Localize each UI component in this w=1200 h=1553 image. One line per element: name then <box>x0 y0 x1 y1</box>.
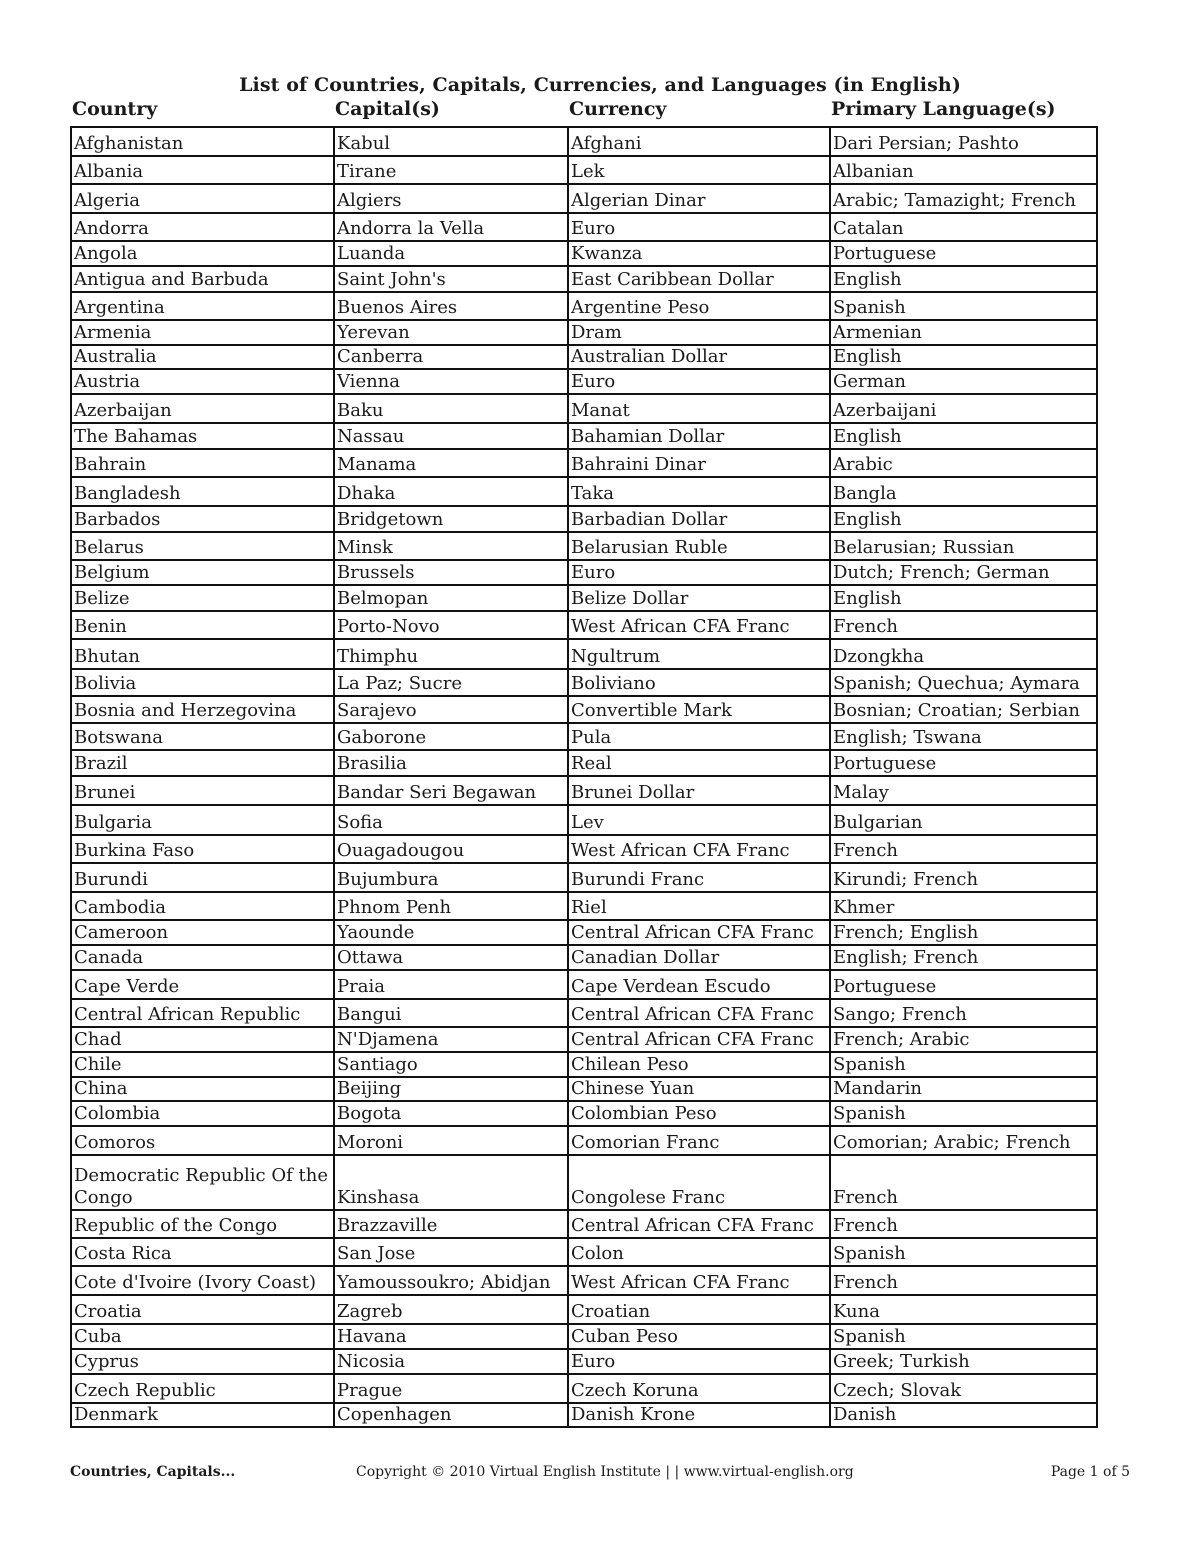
cell-country: Chile <box>71 1052 334 1077</box>
cell-country: Azerbaijan <box>71 394 334 423</box>
table-row <box>71 241 1097 266</box>
cell-country: Cambodia <box>71 892 334 920</box>
cell-currency: Pula <box>568 723 830 750</box>
cell-language: French <box>830 611 1097 639</box>
cell-country: Bahrain <box>71 449 334 477</box>
table-row <box>71 127 1097 156</box>
cell-capital: Phnom Penh <box>334 892 568 920</box>
cell-language: French <box>830 1210 1097 1238</box>
cell-language: Dari Persian; Pashto <box>830 127 1097 156</box>
cell-language: Spanish <box>830 292 1097 320</box>
table-row <box>71 750 1097 776</box>
table-row <box>71 892 1097 920</box>
cell-currency: Taka <box>568 477 830 506</box>
cell-language: English <box>830 345 1097 369</box>
table-row <box>71 449 1097 477</box>
table-row <box>71 585 1097 611</box>
table-row <box>71 945 1097 970</box>
cell-currency: Colon <box>568 1238 830 1266</box>
cell-capital: Yerevan <box>334 320 568 345</box>
cell-country: Chad <box>71 1027 334 1052</box>
document-title: List of Countries, Capitals, Currencies, and Languages (in English) <box>239 74 961 96</box>
cell-language: Comorian; Arabic; French <box>830 1126 1097 1155</box>
cell-language: Sango; French <box>830 999 1097 1027</box>
cell-currency: Belize Dollar <box>568 585 830 611</box>
cell-country: Cote d'Ivoire (Ivory Coast) <box>71 1266 334 1295</box>
cell-currency: Euro <box>568 1349 830 1374</box>
cell-language: Malay <box>830 776 1097 805</box>
cell-currency: Cape Verdean Escudo <box>568 970 830 999</box>
header-capital: Capital(s) <box>335 98 440 120</box>
cell-country: Costa Rica <box>71 1238 334 1266</box>
table-row <box>71 1210 1097 1238</box>
table-row <box>71 776 1097 805</box>
cell-language: Bulgarian <box>830 805 1097 835</box>
page-footer <box>0 1464 1200 1484</box>
table-row <box>71 266 1097 292</box>
table-row <box>71 532 1097 560</box>
cell-country: Antigua and Barbuda <box>71 266 334 292</box>
cell-country: Belgium <box>71 560 334 585</box>
cell-capital: Belmopan <box>334 585 568 611</box>
cell-capital: Algiers <box>334 184 568 213</box>
table-row <box>71 611 1097 639</box>
cell-language: English; French <box>830 945 1097 970</box>
table-row <box>71 1266 1097 1295</box>
cell-capital: Moroni <box>334 1126 568 1155</box>
cell-currency: Danish Krone <box>568 1403 830 1427</box>
cell-country: Belize <box>71 585 334 611</box>
cell-language: Danish <box>830 1403 1097 1427</box>
cell-capital: Thimphu <box>334 639 568 669</box>
cell-capital: N'Djamena <box>334 1027 568 1052</box>
cell-country: Comoros <box>71 1126 334 1155</box>
table-row <box>71 345 1097 369</box>
table-row <box>71 696 1097 723</box>
cell-language: Albanian <box>830 156 1097 184</box>
cell-currency: Colombian Peso <box>568 1101 830 1126</box>
cell-language: Spanish <box>830 1324 1097 1349</box>
cell-country: Cuba <box>71 1324 334 1349</box>
cell-country: Armenia <box>71 320 334 345</box>
cell-capital: Ottawa <box>334 945 568 970</box>
cell-capital: Yamoussoukro; Abidjan <box>334 1266 568 1295</box>
cell-capital: Kabul <box>334 127 568 156</box>
cell-language: French <box>830 1266 1097 1295</box>
cell-capital: Andorra la Vella <box>334 213 568 241</box>
cell-capital: Brasilia <box>334 750 568 776</box>
cell-currency: Australian Dollar <box>568 345 830 369</box>
table-body <box>71 127 1097 1427</box>
table-row <box>71 1155 1097 1210</box>
cell-currency: Convertible Mark <box>568 696 830 723</box>
cell-country: Brazil <box>71 750 334 776</box>
cell-language: German <box>830 369 1097 394</box>
cell-capital: San Jose <box>334 1238 568 1266</box>
cell-language: Catalan <box>830 213 1097 241</box>
cell-language: Spanish; Quechua; Aymara <box>830 669 1097 696</box>
cell-capital: Santiago <box>334 1052 568 1077</box>
cell-country: Albania <box>71 156 334 184</box>
cell-language: French <box>830 835 1097 863</box>
cell-currency: Boliviano <box>568 669 830 696</box>
header-currency: Currency <box>569 98 667 120</box>
cell-capital: Minsk <box>334 532 568 560</box>
cell-language: Arabic <box>830 449 1097 477</box>
cell-capital: Havana <box>334 1324 568 1349</box>
cell-capital: Nicosia <box>334 1349 568 1374</box>
cell-currency: Congolese Franc <box>568 1155 830 1210</box>
cell-currency: Ngultrum <box>568 639 830 669</box>
table-row <box>71 639 1097 669</box>
table-row <box>71 723 1097 750</box>
cell-currency: Algerian Dinar <box>568 184 830 213</box>
cell-capital: Vienna <box>334 369 568 394</box>
cell-language: Spanish <box>830 1101 1097 1126</box>
cell-currency: Euro <box>568 213 830 241</box>
cell-country: Burkina Faso <box>71 835 334 863</box>
cell-currency: Real <box>568 750 830 776</box>
table-row <box>71 863 1097 892</box>
cell-country: Austria <box>71 369 334 394</box>
table-row <box>71 423 1097 449</box>
table-row <box>71 156 1097 184</box>
table-row <box>71 477 1097 506</box>
cell-capital: Kinshasa <box>334 1155 568 1210</box>
cell-currency: Central African CFA Franc <box>568 999 830 1027</box>
table-row <box>71 1403 1097 1427</box>
cell-country: Bolivia <box>71 669 334 696</box>
cell-language: Kirundi; French <box>830 863 1097 892</box>
table-row <box>71 213 1097 241</box>
cell-country: Botswana <box>71 723 334 750</box>
column-headers <box>70 98 1096 124</box>
cell-language: Dutch; French; German <box>830 560 1097 585</box>
header-language: Primary Language(s) <box>831 98 1056 120</box>
cell-country: Australia <box>71 345 334 369</box>
cell-country: Andorra <box>71 213 334 241</box>
cell-country: Benin <box>71 611 334 639</box>
cell-currency: Riel <box>568 892 830 920</box>
cell-currency: Dram <box>568 320 830 345</box>
cell-country: Cameroon <box>71 920 334 945</box>
cell-capital: Beijing <box>334 1077 568 1101</box>
cell-capital: Dhaka <box>334 477 568 506</box>
table-row <box>71 1077 1097 1101</box>
cell-language: Mandarin <box>830 1077 1097 1101</box>
footer-copyright: Copyright © 2010 Virtual English Institute | | www.virtual-english.org <box>356 1464 854 1480</box>
cell-language: Bosnian; Croatian; Serbian <box>830 696 1097 723</box>
cell-country: Cape Verde <box>71 970 334 999</box>
cell-country: Croatia <box>71 1295 334 1324</box>
table-row <box>71 669 1097 696</box>
cell-capital: Luanda <box>334 241 568 266</box>
cell-currency: West African CFA Franc <box>568 1266 830 1295</box>
cell-language: Greek; Turkish <box>830 1349 1097 1374</box>
cell-capital: Saint John's <box>334 266 568 292</box>
table-row <box>71 292 1097 320</box>
cell-currency: Belarusian Ruble <box>568 532 830 560</box>
cell-language: Portuguese <box>830 970 1097 999</box>
cell-language: Portuguese <box>830 750 1097 776</box>
cell-country: Brunei <box>71 776 334 805</box>
cell-currency: Lek <box>568 156 830 184</box>
cell-country: The Bahamas <box>71 423 334 449</box>
cell-currency: Manat <box>568 394 830 423</box>
cell-capital: Baku <box>334 394 568 423</box>
table-row <box>71 1101 1097 1126</box>
cell-capital: Zagreb <box>334 1295 568 1324</box>
cell-language: English <box>830 266 1097 292</box>
cell-country: China <box>71 1077 334 1101</box>
cell-country: Algeria <box>71 184 334 213</box>
cell-currency: Euro <box>568 369 830 394</box>
cell-currency: Cuban Peso <box>568 1324 830 1349</box>
cell-currency: Croatian <box>568 1295 830 1324</box>
table-row <box>71 1052 1097 1077</box>
cell-currency: Lev <box>568 805 830 835</box>
cell-language: French; English <box>830 920 1097 945</box>
cell-capital: Manama <box>334 449 568 477</box>
cell-currency: Afghani <box>568 127 830 156</box>
cell-currency: Canadian Dollar <box>568 945 830 970</box>
cell-currency: Bahraini Dinar <box>568 449 830 477</box>
cell-currency: Kwanza <box>568 241 830 266</box>
cell-country: Belarus <box>71 532 334 560</box>
cell-capital: Canberra <box>334 345 568 369</box>
cell-country: Bangladesh <box>71 477 334 506</box>
cell-language: Arabic; Tamazight; French <box>830 184 1097 213</box>
table-row <box>71 1374 1097 1403</box>
cell-currency: West African CFA Franc <box>568 835 830 863</box>
cell-country: Colombia <box>71 1101 334 1126</box>
cell-capital: Bogota <box>334 1101 568 1126</box>
table-row <box>71 506 1097 532</box>
cell-country: Cyprus <box>71 1349 334 1374</box>
cell-language: Azerbaijani <box>830 394 1097 423</box>
footer-page-number: Page 1 of 5 <box>1050 1464 1130 1480</box>
cell-country: Bhutan <box>71 639 334 669</box>
cell-capital: Bangui <box>334 999 568 1027</box>
cell-capital: Buenos Aires <box>334 292 568 320</box>
cell-country: Bosnia and Herzegovina <box>71 696 334 723</box>
table-row <box>71 1349 1097 1374</box>
table-row <box>71 320 1097 345</box>
cell-country: Canada <box>71 945 334 970</box>
cell-currency: Czech Koruna <box>568 1374 830 1403</box>
cell-language: Portuguese <box>830 241 1097 266</box>
cell-language: English <box>830 585 1097 611</box>
cell-currency: Comorian Franc <box>568 1126 830 1155</box>
cell-capital: Ouagadougou <box>334 835 568 863</box>
table-row <box>71 560 1097 585</box>
table-row <box>71 184 1097 213</box>
table-row <box>71 1126 1097 1155</box>
cell-country: Central African Republic <box>71 999 334 1027</box>
cell-language: Dzongkha <box>830 639 1097 669</box>
countries-table <box>70 126 1098 1428</box>
cell-capital: Tirane <box>334 156 568 184</box>
cell-capital: Bujumbura <box>334 863 568 892</box>
table-row <box>71 999 1097 1027</box>
cell-capital: Prague <box>334 1374 568 1403</box>
table-row <box>71 1238 1097 1266</box>
cell-country: Bulgaria <box>71 805 334 835</box>
cell-currency: Chilean Peso <box>568 1052 830 1077</box>
cell-language: Armenian <box>830 320 1097 345</box>
cell-capital: Sarajevo <box>334 696 568 723</box>
cell-language: French <box>830 1155 1097 1210</box>
cell-language: English; Tswana <box>830 723 1097 750</box>
cell-capital: Copenhagen <box>334 1403 568 1427</box>
cell-capital: Praia <box>334 970 568 999</box>
table-row <box>71 835 1097 863</box>
cell-capital: Bridgetown <box>334 506 568 532</box>
table-row <box>71 369 1097 394</box>
cell-country: Angola <box>71 241 334 266</box>
cell-country: Argentina <box>71 292 334 320</box>
cell-language: English <box>830 423 1097 449</box>
table-row <box>71 1295 1097 1324</box>
cell-currency: Euro <box>568 560 830 585</box>
cell-language: Spanish <box>830 1052 1097 1077</box>
table-row <box>71 920 1097 945</box>
cell-country: Republic of the Congo <box>71 1210 334 1238</box>
cell-language: Kuna <box>830 1295 1097 1324</box>
header-country: Country <box>72 98 158 120</box>
cell-language: Czech; Slovak <box>830 1374 1097 1403</box>
cell-language: Khmer <box>830 892 1097 920</box>
cell-currency: West African CFA Franc <box>568 611 830 639</box>
table-row <box>71 970 1097 999</box>
cell-country: Czech Republic <box>71 1374 334 1403</box>
cell-currency: Central African CFA Franc <box>568 920 830 945</box>
cell-language: English <box>830 506 1097 532</box>
footer-doc-name: Countries, Capitals... <box>70 1464 236 1480</box>
cell-capital: Nassau <box>334 423 568 449</box>
cell-currency: Argentine Peso <box>568 292 830 320</box>
cell-language: Bangla <box>830 477 1097 506</box>
cell-capital: Gaborone <box>334 723 568 750</box>
table-row <box>71 1324 1097 1349</box>
cell-currency: Bahamian Dollar <box>568 423 830 449</box>
cell-capital: Bandar Seri Begawan <box>334 776 568 805</box>
cell-capital: La Paz; Sucre <box>334 669 568 696</box>
cell-country: Denmark <box>71 1403 334 1427</box>
cell-capital: Brazzaville <box>334 1210 568 1238</box>
table-row <box>71 394 1097 423</box>
cell-currency: Chinese Yuan <box>568 1077 830 1101</box>
cell-country: Democratic Republic Of the Congo <box>71 1155 334 1210</box>
cell-country: Barbados <box>71 506 334 532</box>
cell-country: Burundi <box>71 863 334 892</box>
cell-language: Belarusian; Russian <box>830 532 1097 560</box>
cell-currency: East Caribbean Dollar <box>568 266 830 292</box>
cell-language: Spanish <box>830 1238 1097 1266</box>
table-row <box>71 805 1097 835</box>
cell-capital: Yaounde <box>334 920 568 945</box>
cell-currency: Brunei Dollar <box>568 776 830 805</box>
cell-currency: Barbadian Dollar <box>568 506 830 532</box>
table-row <box>71 1027 1097 1052</box>
cell-currency: Central African CFA Franc <box>568 1027 830 1052</box>
cell-currency: Burundi Franc <box>568 863 830 892</box>
cell-language: French; Arabic <box>830 1027 1097 1052</box>
cell-country: Afghanistan <box>71 127 334 156</box>
cell-currency: Central African CFA Franc <box>568 1210 830 1238</box>
cell-capital: Porto-Novo <box>334 611 568 639</box>
cell-capital: Brussels <box>334 560 568 585</box>
cell-capital: Sofia <box>334 805 568 835</box>
